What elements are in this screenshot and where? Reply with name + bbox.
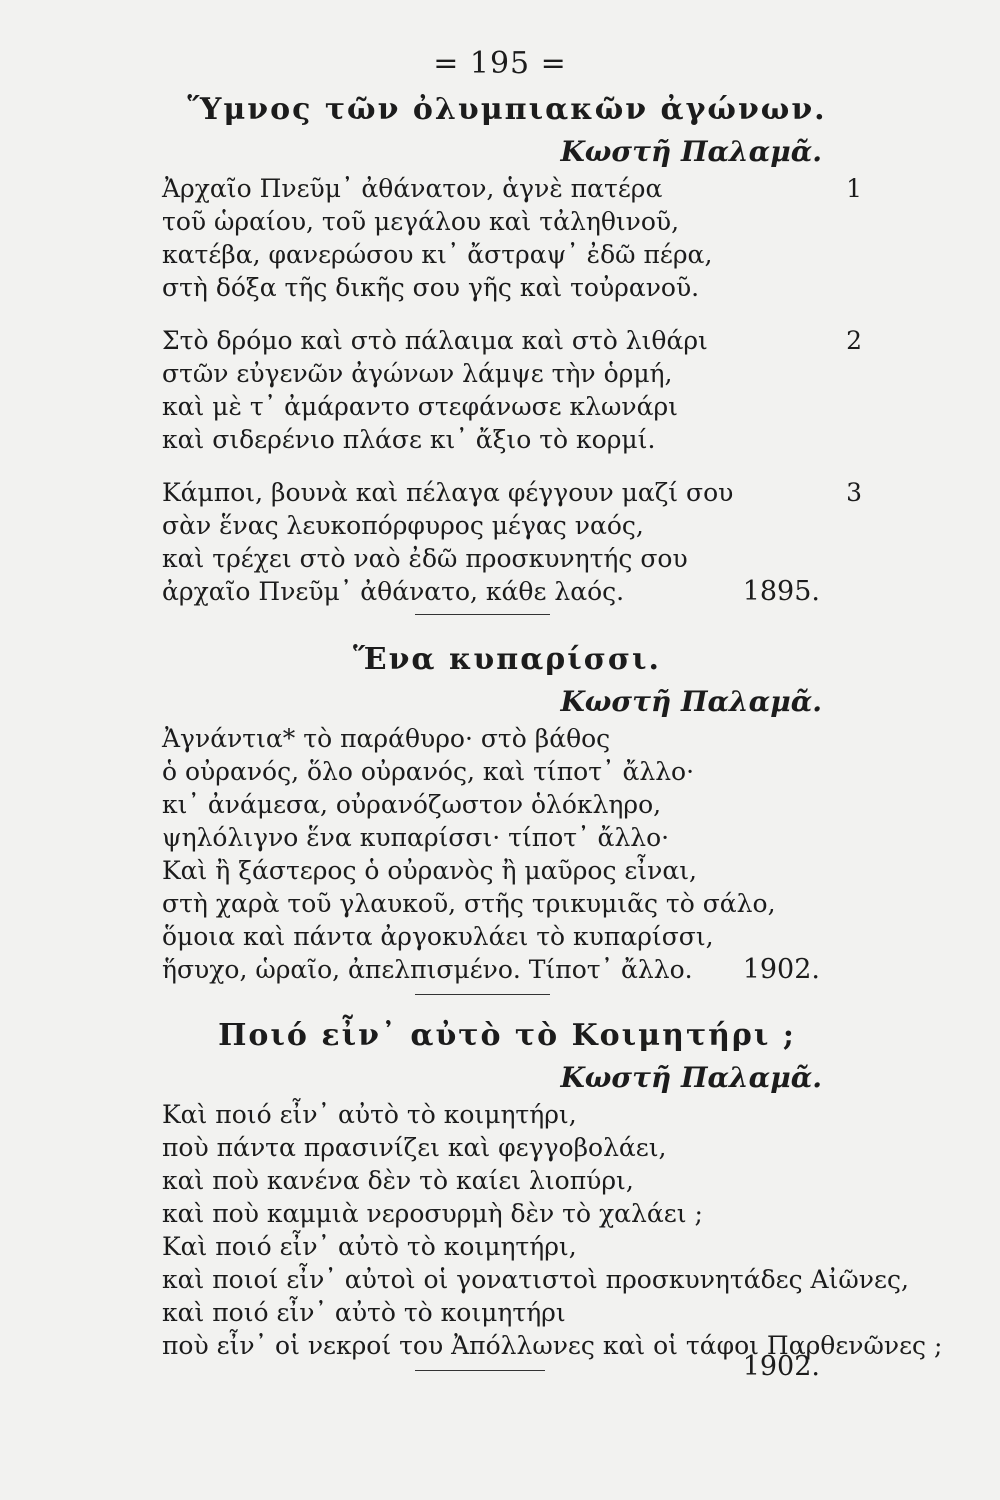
stanza [162,1098,943,1362]
verse-line: στὴ δόξα τῆς δικῆς σου γῆς καὶ τοὐρανοῦ. [162,273,700,302]
verse-line: ὅμοια καὶ πάντα ἀργοκυλάει τὸ κυπαρίσσι, [162,922,714,951]
poem-cypress [162,642,862,986]
poem-author: Κωστῆ Παλαμᾶ. [560,135,822,168]
poem-title: Ἕνα κυπαρίσσι. [353,642,661,677]
verse-line: Καὶ ποιό εἶν᾽ αὐτὸ τὸ κοιμητήρι, [162,1232,577,1261]
verse-line: κατέβα, φανερώσου κι᾽ ἄστραψ᾽ ἐδῶ πέρα, [162,240,713,269]
poem-title: Ὕμνος τῶν ὀλυμπιακῶν ἀγώνων. [187,92,827,127]
poem-year: 1895. [742,576,820,607]
stanza-number: 3 [846,478,862,507]
verse-line: Κάμποι, βουνὰ καὶ πέλαγα φέγγουν μαζί σου [162,478,734,507]
stanza [162,722,862,986]
verse-line: Στὸ δρόμο καὶ στὸ πάλαιμα καὶ στὸ λιθάρι [162,326,708,355]
verse-line: καὶ ποὺ καμμιὰ νεροσυρμὴ δὲν τὸ χαλάει ; [162,1199,703,1228]
poem-olympic-hymn [162,92,862,608]
verse-line: κι᾽ ἀνάμεσα, οὐρανόζωστον ὁλόκληρο, [162,790,662,819]
poem-author: Κωστῆ Παλαμᾶ. [560,685,822,718]
verse-line: καὶ ποιοί εἶν᾽ αὐτοὶ οἱ γονατιστοὶ προσκυνητάδες Αἰῶνες, [162,1265,909,1294]
verse-line: ὁ οὐρανός, ὅλο οὐρανός, καὶ τίποτ᾽ ἄλλο· [162,757,695,786]
verse-line: Ἀγνάντια* τὸ παράθυρο· στὸ βάθος [162,724,611,753]
poem-author: Κωστῆ Παλαμᾶ. [560,1061,822,1094]
poem-year: 1902. [742,954,820,985]
verse-line: καὶ τρέχει στὸ ναὸ ἐδῶ προσκυνητής σου [162,544,688,573]
verse-line: Καὶ ποιό εἶν᾽ αὐτὸ τὸ κοιμητήρι, [162,1100,577,1129]
stanza-number: 1 [846,174,862,203]
verse-line: τοῦ ὡραίου, τοῦ μεγάλου καὶ τἀληθινοῦ, [162,207,680,236]
poem-title: Ποιό εἶν᾽ αὐτὸ τὸ Κοιμητήρι ; [218,1018,796,1053]
verse-line: ψηλόλιγνο ἕνα κυπαρίσσι· τίποτ᾽ ἄλλο· [162,823,670,852]
poem-year: 1902. [742,1351,820,1382]
verse-line: ποὺ πάντα πρασινίζει καὶ φεγγοβολάει, [162,1133,667,1162]
stanza [162,324,862,456]
section-divider [415,1370,545,1371]
section-divider [415,614,550,615]
verse-line: καὶ σιδερένιο πλάσε κι᾽ ἄξιο τὸ κορμί. [162,425,656,454]
verse-line: ἥσυχο, ὡραῖο, ἀπελπισμένο. Τίποτ᾽ ἄλλο. [162,955,693,984]
verse-line: καὶ ποιό εἶν᾽ αὐτὸ τὸ κοιμητήρι [162,1298,566,1327]
page-number: = 195 = [433,46,567,81]
verse-line: ποὺ εἶν᾽ οἱ νεκροί του Ἀπόλλωνες καὶ οἱ τάφοι Παρθενῶνες ; [162,1331,943,1360]
verse-line: καὶ μὲ τ᾽ ἀμάραντο στεφάνωσε κλωνάρι [162,392,678,421]
stanza [162,172,862,304]
verse-line: Ἀρχαῖο Πνεῦμ᾽ ἀθάνατον, ἁγνὲ πατέρα [162,174,663,203]
verse-line: σὰν ἕνας λευκοπόρφυρος μέγας ναός, [162,511,644,540]
verse-line: ἀρχαῖο Πνεῦμ᾽ ἀθάνατο, κάθε λαός. [162,577,625,606]
section-divider [415,994,550,995]
verse-line: στὴ χαρὰ τοῦ γλαυκοῦ, στῆς τρικυμιᾶς τὸ σάλο, [162,889,776,918]
verse-line: στῶν εὐγενῶν ἀγώνων λάμψε τὴν ὁρμή, [162,359,673,388]
verse-line: καὶ ποὺ κανένα δὲν τὸ καίει λιοπύρι, [162,1166,634,1195]
poem-cemetery [162,1018,943,1362]
stanza-number: 2 [846,326,862,355]
verse-line: Καὶ ἢ ξάστερος ὁ οὐρανὸς ἢ μαῦρος εἶναι, [162,856,697,885]
stanza [162,476,862,608]
